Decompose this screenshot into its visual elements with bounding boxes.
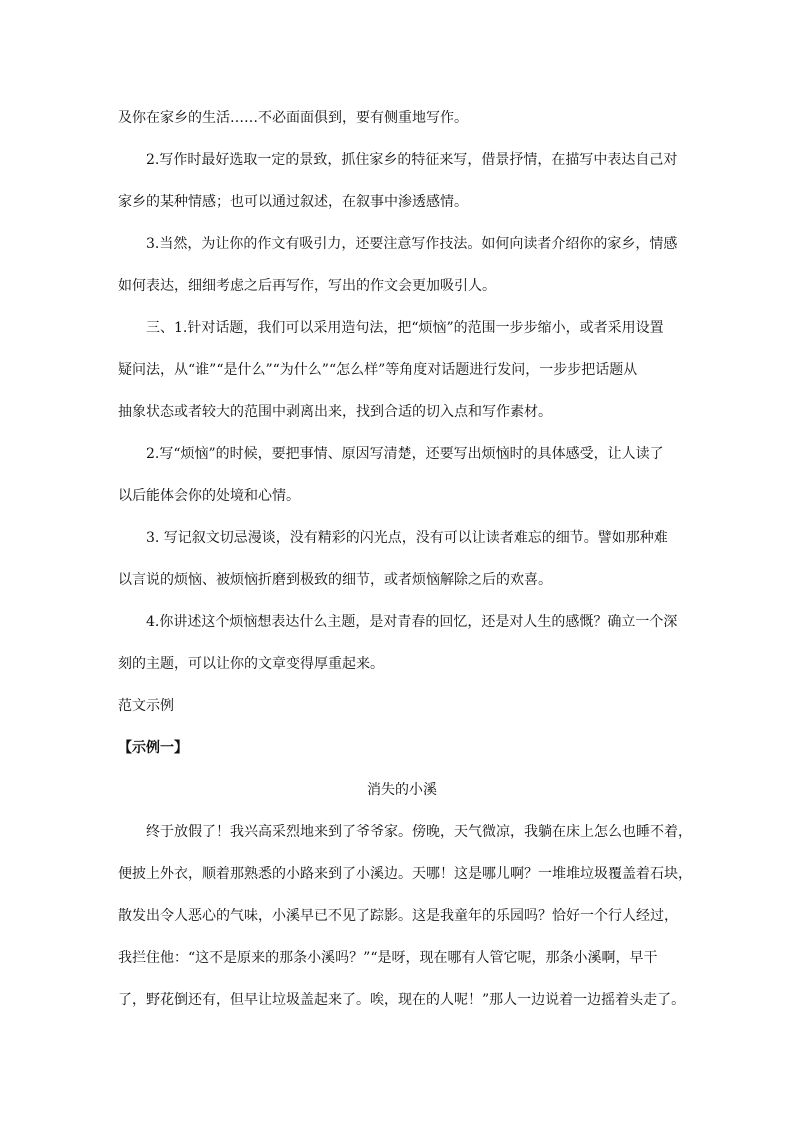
text-line: 散发出令人恶心的气味，小溪早已不见了踪影。这是我童年的乐园吗？恰好一个行人经过， <box>118 908 678 924</box>
text-line: 以后能体会你的处境和心情。 <box>118 488 300 504</box>
text-line: 了，野花倒还有，但早让垃圾盖起来了。唉，现在的人呢！”那人一边说着一边摇着头走了。 <box>118 992 686 1008</box>
text-line: 我拦住他：“这不是原来的那条小溪吗？”“是呀，现在哪有人管它呢，那条小溪啊，早干 <box>118 950 658 966</box>
text-line: 疑问法，从“谁”“是什么”“为什么”“怎么样”等角度对话题进行发问，一步步把话题从 <box>118 362 638 378</box>
text-line: 三、1.针对话题，我们可以采用造句法，把“烦恼”的范围一步步缩小，或者采用设置 <box>146 320 664 336</box>
text-line: 抽象状态或者较大的范围中剥离出来，找到合适的切入点和写作素材。 <box>118 404 552 420</box>
text-line: 刻的主题，可以让你的文章变得厚重起来。 <box>118 656 384 672</box>
text-line: 终于放假了！我兴高采烈地来到了爷爷家。傍晚，天气微凉，我躺在床上怎么也睡不着， <box>146 824 692 840</box>
text-line: 4.你讲述这个烦恼想表达什么主题，是对青春的回忆，还是对人生的感慨？确立一个深 <box>146 614 678 630</box>
text-line: 3.当然，为让你的作文有吸引力，还要注意写作技法。如何向读者介绍你的家乡，情感 <box>146 236 678 252</box>
text-line: 2.写作时最好选取一定的景致，抓住家乡的特征来写，借景抒情，在描写中表达自己对 <box>146 152 678 168</box>
text-line: 2.写“烦恼”的时候，要把事情、原因写清楚，还要写出烦恼时的具体感受，让人读了 <box>146 446 664 462</box>
text-line: 如何表达，细细考虑之后再写作，写出的作文会更加吸引人。 <box>118 278 496 294</box>
document-page <box>118 104 692 1014</box>
text-line: 家乡的某种情感；也可以通过叙述，在叙事中渗透感情。 <box>118 194 468 210</box>
example-heading: 【示例一】 <box>118 740 188 756</box>
section-heading: 范文示例 <box>118 698 174 714</box>
essay-title: 消失的小溪 <box>367 782 437 798</box>
text-line: 3. 写记叙文切忌漫谈，没有精彩的闪光点，没有可以让读者难忘的细节。譬如那种难 <box>146 530 668 546</box>
text-line: 及你在家乡的生活……不必面面俱到，要有侧重地写作。 <box>118 110 468 126</box>
text-line: 便披上外衣，顺着那熟悉的小路来到了小溪边。天哪！这是哪儿啊？一堆堆垃圾覆盖着石块， <box>118 866 692 882</box>
text-line: 以言说的烦恼、被烦恼折磨到极致的细节，或者烦恼解除之后的欢喜。 <box>118 572 552 588</box>
